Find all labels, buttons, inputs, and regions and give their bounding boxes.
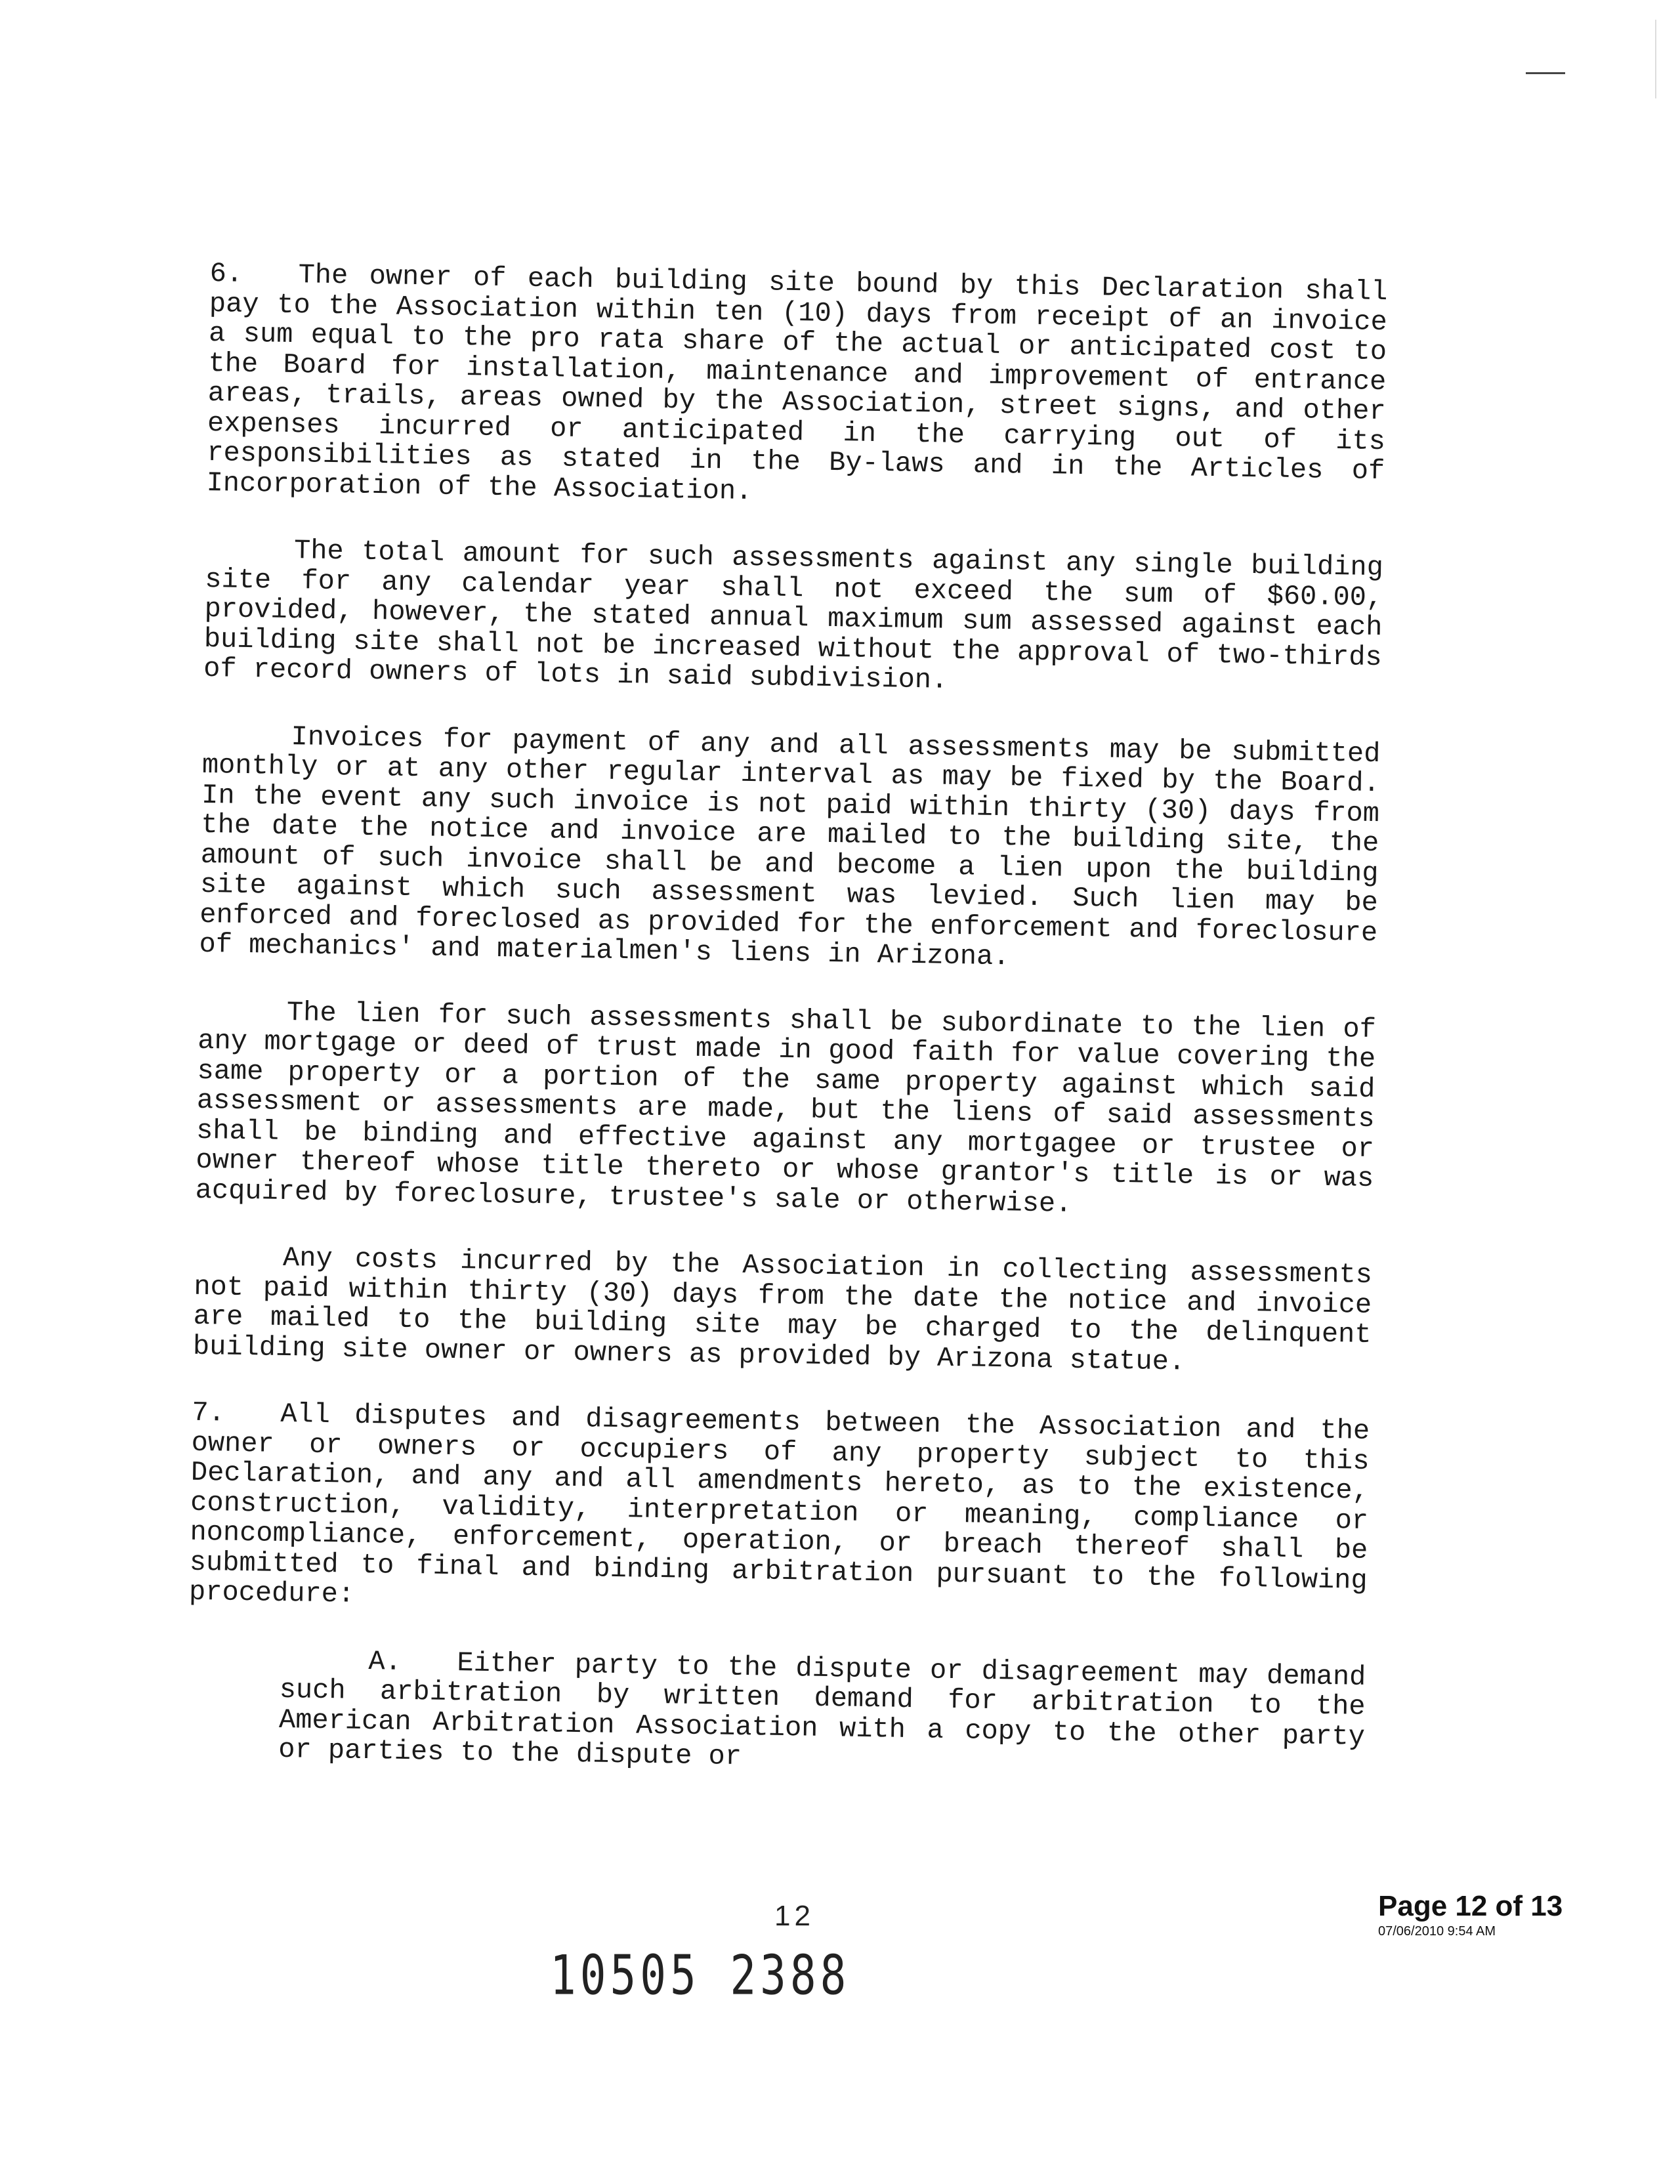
paragraph-number: 6. xyxy=(209,258,243,290)
paragraph-total-amount: The total amount for such assessments against any single building site for any calendar year shall not exceed the sum of $60.00, provided, however, the stated annual maximum sum assessed against each building site shall not be increased without the approval of two-thirds of record owners of lots in said subdivision. xyxy=(203,535,1384,696)
stamp-timestamp: 07/06/2010 9:54 AM xyxy=(1378,1924,1496,1939)
paragraph-number: A. xyxy=(368,1645,402,1678)
book-page-number: 10505 2388 xyxy=(550,1944,850,2007)
corner-mark xyxy=(1526,72,1565,74)
scan-edge xyxy=(1655,20,1656,98)
page-number: 12 xyxy=(774,1900,814,1932)
paragraph-text: Either party to the dispute or disagreement may demand such arbitration by written demand for arbitration to the American Arbitration Association with a copy to the other party or parties to the dispute or xyxy=(278,1647,1366,1773)
paragraph-text: The owner of each building site bound by this Declaration shall pay to the Association within ten (10) days from receipt of an invoice a sum equal to the pro rata share of the actual or anticipated cost to the Board for installation, maintenance and improvement of entrance areas, trails, areas owned by the Association, street signs, and other expenses incurred or anticipated in the carrying out of its responsibilities as stated in the By-laws and in the Articles of Incorporation of the Association. xyxy=(206,259,1388,507)
paragraph-text: All disputes and disagreements between the Association and the owner or owners or occupiers of any property subject to this Declaration, and any and all amendments hereto, as to the existence, construction, validity, interpretation or meaning, compliance or noncompliance, enforcement, operation, or breach thereof shall be submitted to final and binding arbitration pursuant to the following procedure: xyxy=(188,1398,1370,1610)
paragraph-invoices: Invoices for payment of any and all assessments may be submitted monthly or at any other regular interval as may be fixed by the Board. In the event any such invoice is not paid within thirty (30) days from the date the notice and invoice are mailed to the building site, the amount of such invoice shall be and become a lien upon the building site against which such assessment was levied. Such lien may be enforced and foreclosed as provided for the enforcement and foreclosure of mechanics' and materialmen's liens in Arizona. xyxy=(199,721,1381,973)
document-body xyxy=(186,259,1388,1782)
paragraph-6 xyxy=(206,259,1387,516)
paragraph-lien: The lien for such assessments shall be subordinate to the lien of any mortgage or deed of trust made in good faith for value covering the same property or a portion of the same property against which said assessment or assessments are made, but the liens of said assessments shall be binding and effective against any mortgagee or trustee or owner thereof whose title thereto or whose grantor's title is or was acquired by foreclosure, trustee's sale or otherwise. xyxy=(195,996,1377,1220)
paragraph-7 xyxy=(189,1398,1370,1626)
paragraph-7a xyxy=(278,1645,1366,1782)
stamp-page-label: Page 12 of 13 xyxy=(1378,1890,1563,1922)
paragraph-costs: Any costs incurred by the Association in collecting assessments not paid within thirty (30) days from the date the notice and invoice are mailed to the building site may be charged to the delinquent building site owner or owners as provided by Arizona statue. xyxy=(192,1242,1373,1378)
recording-stamp xyxy=(1378,1890,1582,1939)
paragraph-number: 7. xyxy=(192,1396,226,1429)
